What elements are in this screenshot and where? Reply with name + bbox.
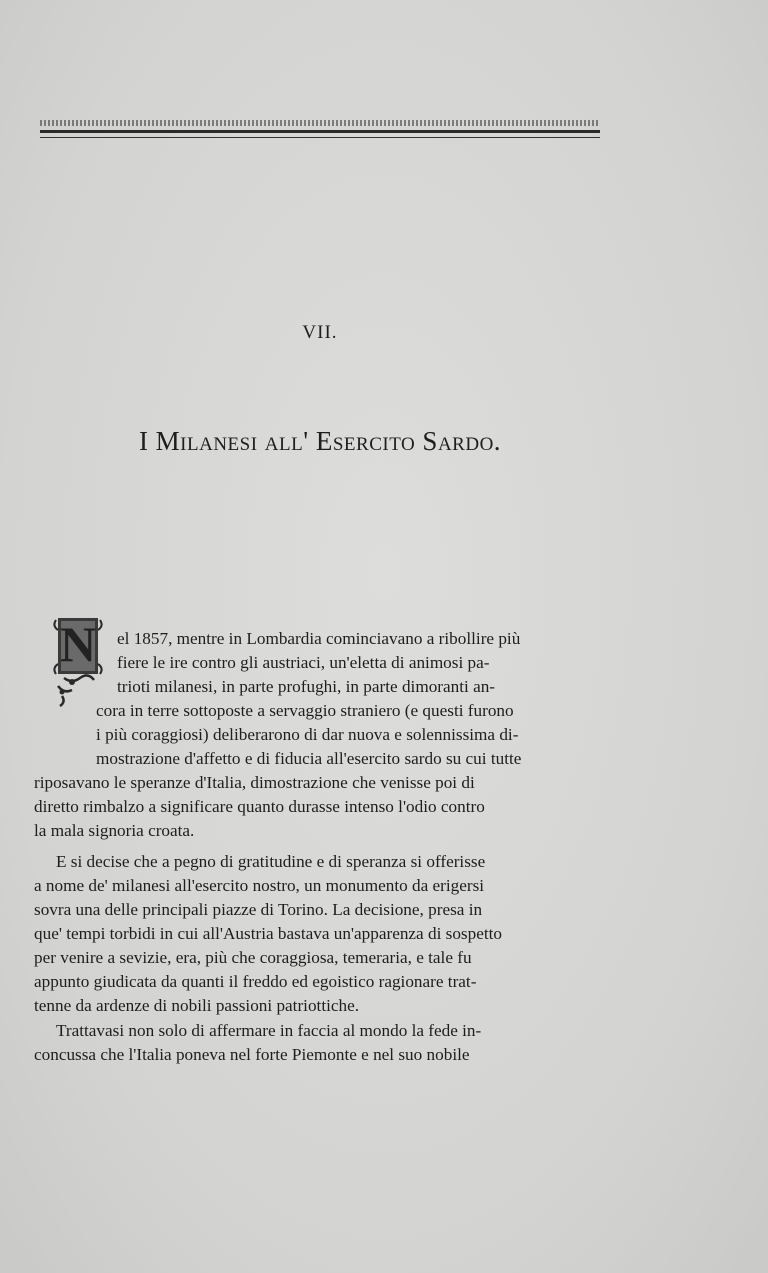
text-line: appunto giudicata da quanti il freddo ed egoistico ragionare trat- (34, 972, 477, 991)
text-line: la mala signoria croata. (34, 821, 195, 840)
drop-cap-letter: N (60, 616, 97, 672)
chapter-title: I Milanesi all' Esercito Sardo. (138, 426, 502, 456)
text-line: trioti milanesi, in parte profughi, in parte dimoranti an- (117, 677, 496, 696)
text-line: i più coraggiosi) deliberarono di dar nuova e solennissima di- (96, 725, 519, 744)
text-line: riposavano le speranze d'Italia, dimostrazione che venisse poi di (34, 773, 475, 792)
text-line: diretto rimbalzo a significare quanto durasse intenso l'odio contro (34, 797, 485, 816)
text-line: Trattavasi non solo di affermare in faccia al mondo la fede in- (56, 1021, 482, 1040)
text-line: a nome de' milanesi all'esercito nostro, un monumento da erigersi (34, 876, 485, 895)
text-line: sovra una delle principali piazze di Torino. La decisione, presa in (34, 900, 483, 919)
text-line: per venire a sevizie, era, più che coraggiosa, temeraria, e tale fu (34, 948, 472, 967)
text-line: tenne da ardenze di nobili passioni patriottiche. (34, 996, 360, 1015)
header-rule-thick (40, 130, 600, 133)
text-line: que' tempi torbidi in cui all'Austria bastava un'apparenza di sospetto (34, 924, 502, 943)
chapter-number: VII. (302, 322, 338, 343)
header-rule-wavy (40, 120, 600, 126)
text-line: mostrazione d'affetto e di fiducia all'esercito sardo su cui tutte (96, 749, 522, 768)
header-rule-thin (40, 137, 600, 138)
text-line: cora in terre sottoposte a servaggio straniero (e questi furono (96, 701, 514, 720)
text-line: fiere le ire contro gli austriaci, un'eletta di animosi pa- (117, 653, 490, 672)
text-line: concussa che l'Italia poneva nel forte Piemonte e nel suo nobile (34, 1045, 470, 1064)
text-line: E si decise che a pegno di gratitudine e di speranza si offerisse (56, 852, 486, 871)
text-line: el 1857, mentre in Lombardia cominciavano a ribollire più (117, 629, 521, 648)
